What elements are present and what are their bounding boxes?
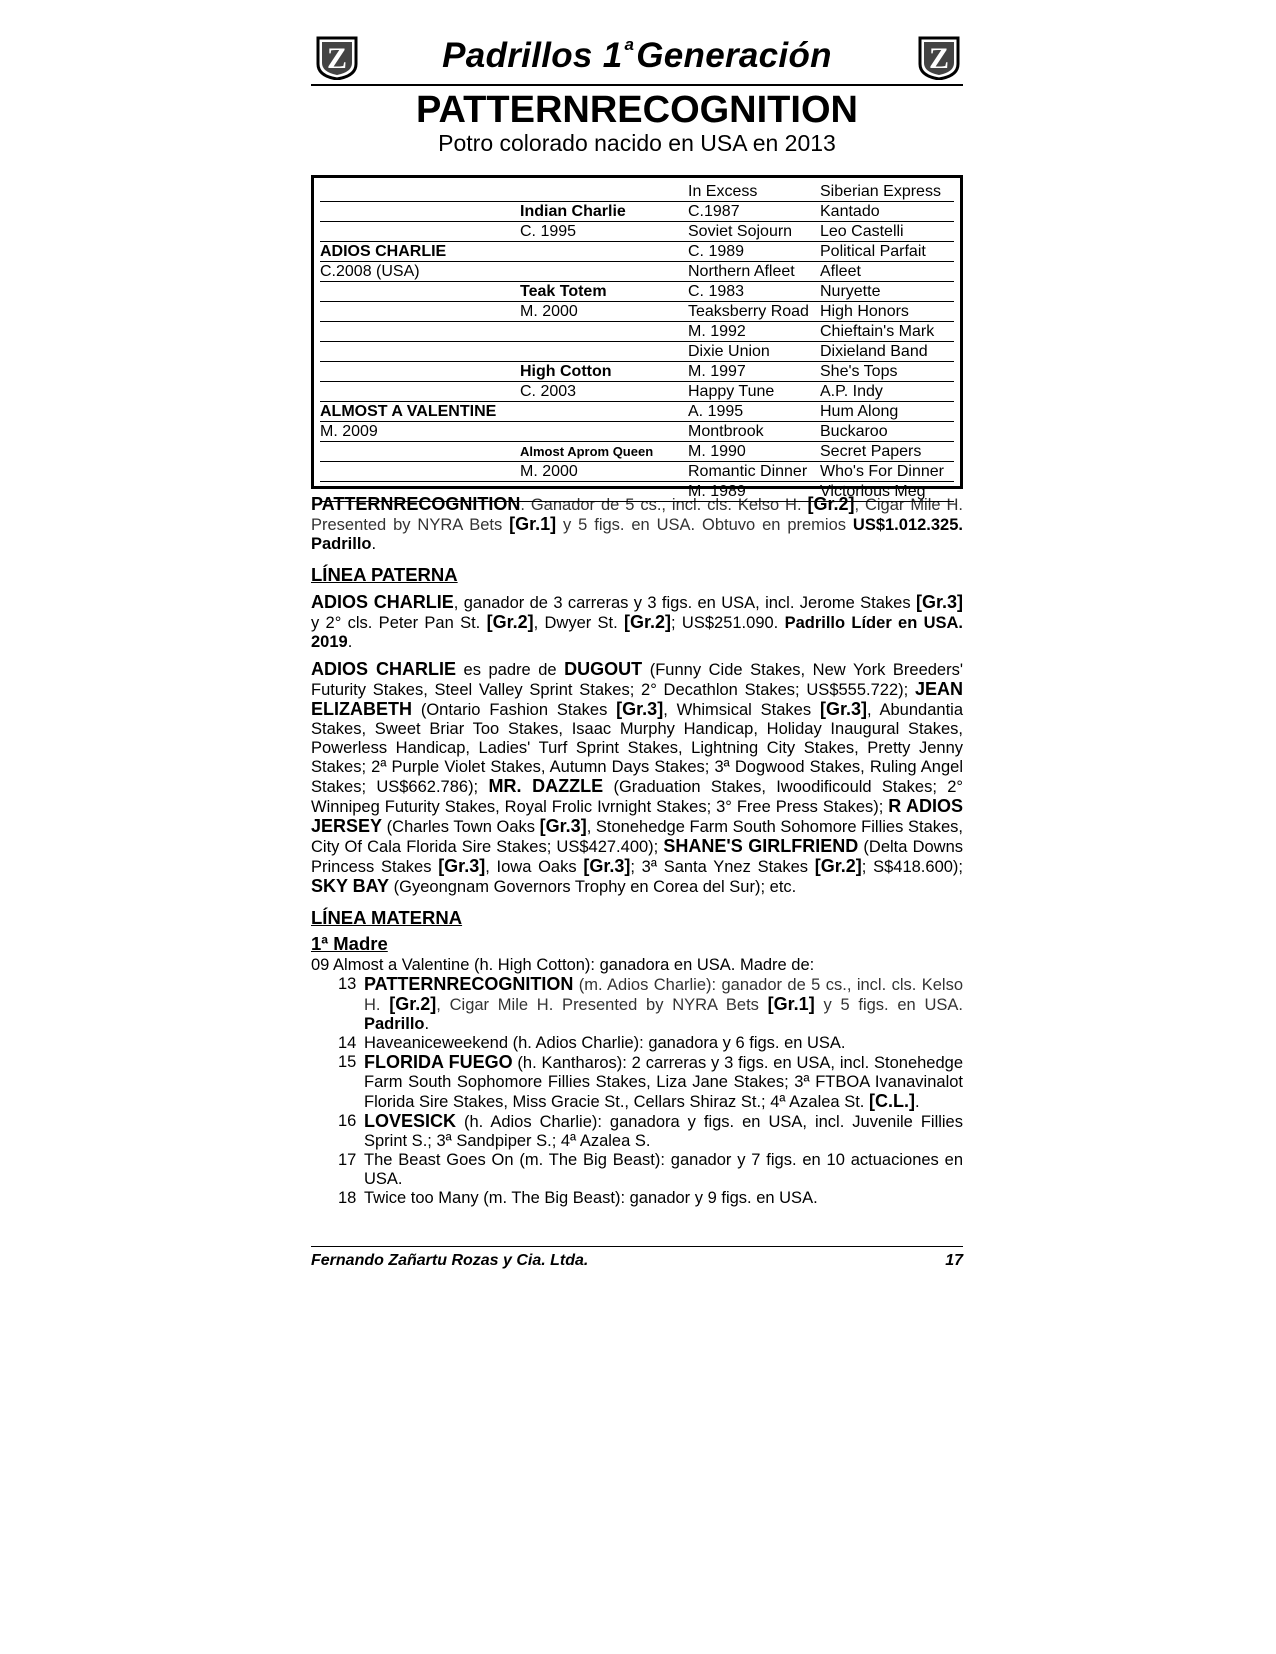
- pedigree-cell: ADIOS CHARLIE: [320, 243, 447, 260]
- page-footer: [311, 1246, 963, 1274]
- linea-paterna-heading: LÍNEA PATERNA: [311, 564, 458, 585]
- pedigree-cell: Secret Papers: [820, 443, 922, 460]
- pedigree-cell: Soviet Sojourn: [688, 223, 793, 240]
- pedigree-row: [320, 182, 954, 202]
- primera-madre-heading: 1ª Madre: [311, 933, 388, 954]
- pedigree-cell: Northern Afleet: [688, 263, 795, 280]
- pedigree-row: [320, 362, 954, 382]
- pedigree-cell: Happy Tune: [688, 383, 775, 400]
- pedigree-cell: A.P. Indy: [820, 383, 883, 400]
- horse-description: Potro colorado nacido en USA en 2013: [438, 130, 836, 156]
- pedigree-cell: C. 1995: [520, 223, 577, 240]
- pedigree-cell: Nuryette: [820, 283, 881, 300]
- dam-line: 09 Almost a Valentine (h. High Cotton): ganadora en USA. Madre de:: [311, 956, 815, 974]
- pedigree-row: [320, 202, 954, 222]
- pedigree-cell: Chieftain's Mark: [820, 323, 935, 340]
- pedigree-cell: Teak Totem: [520, 283, 607, 300]
- pedigree-cell: Who's For Dinner: [820, 463, 944, 480]
- pedigree-cell: ALMOST A VALENTINE: [320, 403, 497, 420]
- pedigree-cell: M. 1992: [688, 323, 746, 340]
- pedigree-cell: Victorious Meg: [820, 483, 926, 500]
- page-header: [311, 30, 963, 86]
- produce-item: 13 PATTERNRECOGNITION (m. Adios Charlie): ganador de 5 cs., incl. cls. Kelso H. [Gr.2], Cigar Mile H. Presented by NYRA Bets [Gr.1] y 5 figs. en USA. Padrillo.: [338, 974, 964, 1033]
- svg-text:Z: Z: [326, 42, 348, 75]
- pedigree-cell: Teaksberry Road: [688, 303, 809, 320]
- pedigree-cell: C. 1989: [688, 243, 745, 260]
- pedigree-cell: In Excess: [688, 183, 758, 200]
- pedigree-cell: Kantado: [820, 203, 880, 220]
- page-header-title: Padrillos 1 $^a$Generación: [442, 35, 832, 75]
- pedigree-cell: Dixie Union: [688, 343, 770, 360]
- pedigree-row: [320, 282, 954, 302]
- pedigree-row: [320, 422, 954, 442]
- pedigree-cell: M. 1990: [688, 443, 746, 460]
- pedigree-cell: Montbrook: [688, 423, 764, 440]
- pedigree-row: [320, 482, 954, 502]
- publisher-name: Fernando Zañartu Rozas y Cia. Ltda.: [311, 1252, 589, 1269]
- linea-materna-heading: LÍNEA MATERNA: [311, 907, 463, 928]
- pedigree-cell: Leo Castelli: [820, 223, 904, 240]
- pedigree-cell: Indian Charlie: [520, 203, 626, 220]
- pedigree-cell: M. 1989: [688, 483, 746, 500]
- pedigree-cell: M. 2000: [520, 303, 578, 320]
- produce-item: 18 Twice too Many (m. The Big Beast): ganador y 9 figs. en USA.: [338, 1189, 818, 1207]
- pedigree-cell: Buckaroo: [820, 423, 888, 440]
- pedigree-row: [320, 322, 954, 342]
- horse-name-title: PATTERNRECOGNITION: [416, 89, 858, 131]
- pedigree-cell: C. 1983: [688, 283, 745, 300]
- pedigree-row: [320, 442, 954, 462]
- pedigree-cell: Hum Along: [820, 403, 899, 420]
- pedigree-cell: Afleet: [820, 263, 861, 280]
- sire-summary-paragraph: ADIOS CHARLIE, ganador de 3 carreras y 3 figs. en USA, incl. Jerome Stakes [Gr.3] y 2° cls. Peter Pan St. [Gr.2], Dwyer St. [Gr.2]; US$251.090. Padrillo Líder en USA. 2019.: [311, 592, 964, 651]
- zanartu-logo-right: [917, 34, 961, 80]
- pedigree-table: [311, 175, 963, 500]
- pedigree-cell: C.2008 (USA): [320, 263, 420, 280]
- produce-item: 17 The Beast Goes On (m. The Big Beast): ganador y 7 figs. en 10 actuaciones en USA.: [338, 1151, 963, 1188]
- pedigree-row: [320, 242, 954, 262]
- produce-item: 14 Haveaniceweekend (h. Adios Charlie): ganadora y 6 figs. en USA.: [338, 1034, 846, 1052]
- pedigree-cell: M. 2009: [320, 423, 378, 440]
- document-page: [311, 30, 963, 1208]
- pedigree-row: [320, 262, 954, 282]
- svg-text:Z: Z: [928, 42, 950, 75]
- pedigree-row: [320, 342, 954, 362]
- pedigree-cell: Almost Aprom Queen: [520, 444, 654, 459]
- pedigree-cell: M. 1997: [688, 363, 746, 380]
- pedigree-cell: Romantic Dinner: [688, 463, 808, 480]
- page-number: 17: [945, 1252, 963, 1269]
- pedigree-row: [320, 222, 954, 242]
- pedigree-cell: M. 2000: [520, 463, 578, 480]
- pedigree-cell: Siberian Express: [820, 183, 941, 200]
- sire-progeny-paragraph: ADIOS CHARLIE es padre de DUGOUT (Funny Cide Stakes, New York Breeders' Futurity Stakes, Steel Valley Sprint Stakes; 2° Decathlon Stakes; US$555.722); JEAN ELIZABETH (Ontario Fashion Stakes [Gr.3], Whimsical Stakes [Gr.3], Abundantia Stakes, Sweet Briar Too Stakes, Isaac Murphy Handicap, Holiday Inaugural Stakes, Powerless Handicap, Ladies' Turf Sprint Stakes, Lightning City Stakes, Pretty Jenny Stakes; 2ª Purple Violet Stakes, Autumn Days Stakes; 3ª Dogwood Stakes, Ruling Angel Stakes; US$662.786); MR. DAZZLE (Graduation Stakes, Iwoodificould Stakes; 2° Winnipeg Futurity Stakes, Royal Frolic Ivrnight Stakes; 3° Free Press Stakes); R ADIOS JERSEY (Charles Town Oaks [Gr.3], Stonehedge Farm South Sohomore Fillies Stakes, City Of Cala Florida Sire Stakes; US$427.400); SHANE'S GIRLFRIEND (Delta Downs Princess Stakes [Gr.3], Iowa Oaks [Gr.3]; 3ª Santa Ynez Stakes [Gr.2]; S$418.600); SKY BAY (Gyeongnam Governors Trophy en Corea del Sur); etc.: [311, 659, 964, 896]
- pedigree-row: [320, 462, 954, 482]
- pedigree-cell: Political Parfait: [820, 243, 926, 260]
- pedigree-row: [320, 302, 954, 322]
- produce-item: 15 FLORIDA FUEGO (h. Kantharos): 2 carreras y 3 figs. en USA, incl. Stonehedge Farm South Sophomore Fillies Stakes, Liza Jane Stakes; 3ª FTBOA Ivanavinalot Florida Sire Stakes, Miss Gracie St., Cellars Shiraz St.; 4ª Azalea St. [C.L.].: [338, 1052, 964, 1111]
- pedigree-cell: High Cotton: [520, 363, 612, 380]
- pedigree-cell: C. 2003: [520, 383, 577, 400]
- pedigree-cell: C.1987: [688, 203, 740, 220]
- pedigree-cell: A. 1995: [688, 403, 744, 420]
- pedigree-row: [320, 402, 954, 422]
- pedigree-row: [320, 382, 954, 402]
- summary-paragraph: PATTERNRECOGNITION. Ganador de 5 cs., incl. cls. Kelso H. [Gr.2], Cigar Mile H. Presented by NYRA Bets [Gr.1] y 5 figs. en USA. Obtuvo en premios US$1.012.325. Padrillo.: [311, 494, 963, 553]
- pedigree-cell: Dixieland Band: [820, 343, 928, 360]
- pedigree-cell: She's Tops: [820, 363, 898, 380]
- pedigree-cell: High Honors: [820, 303, 909, 320]
- produce-item: 16 LOVESICK (h. Adios Charlie): ganadora y figs. en USA, incl. Juvenile Fillies Sprint S.; 3ª Sandpiper S.; 4ª Azalea S.: [338, 1111, 963, 1150]
